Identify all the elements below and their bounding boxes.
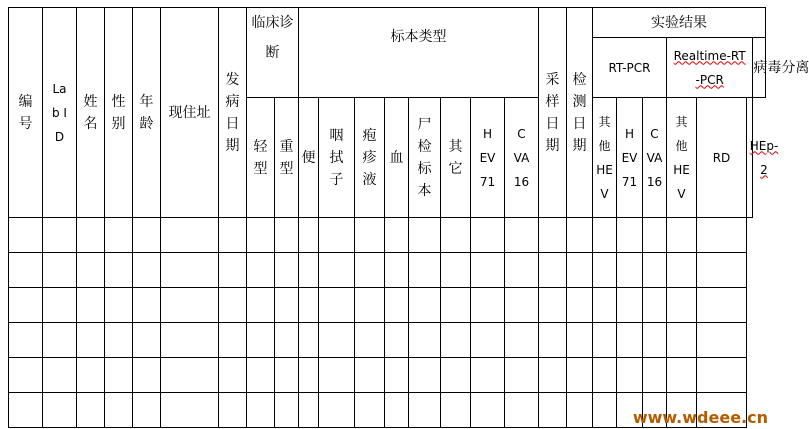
table-cell[interactable] bbox=[505, 323, 539, 358]
table-cell[interactable] bbox=[9, 288, 43, 323]
table-cell[interactable] bbox=[105, 288, 133, 323]
table-cell[interactable] bbox=[385, 288, 409, 323]
table-cell[interactable] bbox=[385, 218, 409, 253]
table-cell[interactable] bbox=[643, 323, 667, 358]
table-cell[interactable] bbox=[247, 218, 275, 253]
table-cell[interactable] bbox=[219, 288, 247, 323]
table-cell[interactable] bbox=[567, 253, 593, 288]
table-cell[interactable] bbox=[539, 253, 567, 288]
table-cell[interactable] bbox=[133, 323, 161, 358]
header-age-label: 年龄 bbox=[139, 93, 154, 132]
table-cell[interactable] bbox=[299, 288, 319, 323]
table-row bbox=[9, 358, 766, 393]
table-cell[interactable] bbox=[133, 218, 161, 253]
table-cell[interactable] bbox=[617, 323, 643, 358]
header-severe-label: 重型 bbox=[279, 138, 294, 177]
table-cell[interactable] bbox=[43, 323, 77, 358]
table-cell[interactable] bbox=[247, 253, 275, 288]
table-cell[interactable] bbox=[275, 288, 299, 323]
header-severe bbox=[275, 98, 299, 218]
table-cell[interactable] bbox=[77, 393, 105, 428]
header-cva16-label: CVA16 bbox=[513, 126, 530, 189]
table-cell[interactable] bbox=[539, 218, 567, 253]
table-cell[interactable] bbox=[355, 218, 385, 253]
table-cell[interactable] bbox=[505, 218, 539, 253]
header-stool: 便 bbox=[299, 98, 319, 218]
header-autopsy-specimen bbox=[409, 98, 441, 218]
table-cell[interactable] bbox=[505, 253, 539, 288]
header-cva16 bbox=[505, 98, 539, 218]
table-cell[interactable] bbox=[105, 323, 133, 358]
header-other-hev bbox=[593, 98, 617, 218]
table-cell[interactable] bbox=[539, 288, 567, 323]
table-cell[interactable] bbox=[319, 288, 355, 323]
table-cell[interactable] bbox=[43, 288, 77, 323]
table-cell[interactable] bbox=[617, 253, 643, 288]
table-cell[interactable] bbox=[441, 218, 471, 253]
table-cell[interactable] bbox=[593, 393, 617, 428]
table-cell[interactable] bbox=[471, 393, 505, 428]
table-cell[interactable] bbox=[697, 218, 747, 253]
table-cell[interactable] bbox=[247, 393, 275, 428]
table-cell[interactable] bbox=[593, 253, 617, 288]
header-hev71-label: HEV71 bbox=[479, 126, 496, 189]
table-cell[interactable] bbox=[441, 288, 471, 323]
table-cell[interactable] bbox=[161, 323, 219, 358]
table-cell[interactable] bbox=[275, 393, 299, 428]
table-cell[interactable] bbox=[77, 218, 105, 253]
header-test-date-label: 检测日期 bbox=[572, 71, 587, 154]
table-cell[interactable] bbox=[667, 218, 697, 253]
header-results: 实验结果 bbox=[593, 8, 766, 38]
table-cell[interactable] bbox=[409, 253, 441, 288]
header-specimen-type: 标本类型 bbox=[299, 8, 539, 98]
table-cell[interactable] bbox=[275, 358, 299, 393]
table-cell[interactable] bbox=[275, 253, 299, 288]
header-sampling-date-label: 采样日期 bbox=[545, 71, 560, 154]
header-blood: 血 bbox=[385, 98, 409, 218]
header-mild-label: 轻型 bbox=[253, 138, 268, 177]
table-cell[interactable] bbox=[161, 393, 219, 428]
table-cell[interactable] bbox=[567, 218, 593, 253]
table-cell[interactable] bbox=[77, 288, 105, 323]
table-cell[interactable] bbox=[539, 393, 567, 428]
table-row bbox=[9, 323, 766, 358]
header-hep2 bbox=[747, 98, 779, 218]
table-cell[interactable] bbox=[9, 218, 43, 253]
header-realtime-pcr bbox=[667, 38, 753, 98]
header-sampling-date bbox=[539, 8, 567, 218]
table-cell[interactable] bbox=[505, 393, 539, 428]
header-name bbox=[77, 8, 105, 218]
table-cell[interactable] bbox=[593, 323, 617, 358]
header-other-specimen bbox=[441, 98, 471, 218]
table-cell[interactable] bbox=[275, 323, 299, 358]
table-cell[interactable] bbox=[471, 358, 505, 393]
header-clinical-diagnosis-label: 临床诊断 bbox=[251, 15, 294, 61]
table-cell[interactable] bbox=[247, 288, 275, 323]
table-cell[interactable] bbox=[617, 218, 643, 253]
table-cell[interactable] bbox=[105, 218, 133, 253]
header-other-specimen-label: 其它 bbox=[448, 138, 463, 177]
table-cell[interactable] bbox=[667, 288, 697, 323]
table-cell[interactable] bbox=[299, 218, 319, 253]
table-cell[interactable] bbox=[43, 393, 77, 428]
table-cell[interactable] bbox=[161, 218, 219, 253]
table-cell[interactable] bbox=[505, 288, 539, 323]
header-mild bbox=[247, 98, 275, 218]
table-cell[interactable] bbox=[567, 393, 593, 428]
table-cell[interactable] bbox=[319, 358, 355, 393]
table-cell[interactable] bbox=[593, 288, 617, 323]
table-cell[interactable] bbox=[667, 323, 697, 358]
header-lab-id-label: Lab ID bbox=[52, 81, 67, 144]
table-cell[interactable] bbox=[133, 393, 161, 428]
table-cell[interactable] bbox=[319, 323, 355, 358]
table-cell[interactable] bbox=[441, 253, 471, 288]
header-other-hev-label: 其他HEV bbox=[596, 114, 613, 201]
case-report-table bbox=[8, 7, 809, 428]
table-row bbox=[9, 253, 766, 288]
table-cell[interactable] bbox=[247, 323, 275, 358]
header-onset-date bbox=[219, 8, 247, 218]
header-hev71 bbox=[471, 98, 505, 218]
table-cell[interactable] bbox=[567, 323, 593, 358]
table-cell[interactable] bbox=[355, 323, 385, 358]
table-cell[interactable] bbox=[471, 253, 505, 288]
table-cell[interactable] bbox=[697, 358, 747, 393]
table-cell[interactable] bbox=[299, 358, 319, 393]
table-cell[interactable] bbox=[355, 358, 385, 393]
table-cell[interactable] bbox=[319, 393, 355, 428]
table-cell[interactable] bbox=[385, 253, 409, 288]
table-cell[interactable] bbox=[77, 253, 105, 288]
table-cell[interactable] bbox=[617, 288, 643, 323]
table-cell[interactable] bbox=[593, 358, 617, 393]
table-cell[interactable] bbox=[161, 253, 219, 288]
table-cell[interactable] bbox=[643, 288, 667, 323]
table-cell[interactable] bbox=[441, 358, 471, 393]
header-throat-swab-label: 咽拭子 bbox=[329, 127, 344, 188]
header-other-hev-b bbox=[667, 98, 697, 218]
table-cell[interactable] bbox=[385, 358, 409, 393]
header-id-label: 编号 bbox=[18, 93, 33, 132]
table-cell[interactable] bbox=[161, 358, 219, 393]
table-cell[interactable] bbox=[219, 358, 247, 393]
table-cell[interactable] bbox=[43, 253, 77, 288]
header-onset-date-label: 发病日期 bbox=[225, 71, 240, 154]
table-cell[interactable] bbox=[385, 393, 409, 428]
table-cell[interactable] bbox=[697, 288, 747, 323]
header-throat-swab bbox=[319, 98, 355, 218]
header-rd: RD bbox=[697, 98, 747, 218]
table-cell[interactable] bbox=[617, 358, 643, 393]
table-cell[interactable] bbox=[105, 253, 133, 288]
header-virus-isolation bbox=[753, 38, 809, 98]
header-hev71-b bbox=[617, 98, 643, 218]
table-cell[interactable] bbox=[441, 323, 471, 358]
table-cell[interactable] bbox=[567, 288, 593, 323]
table-cell[interactable] bbox=[247, 358, 275, 393]
table-cell[interactable] bbox=[219, 253, 247, 288]
table-cell[interactable] bbox=[219, 323, 247, 358]
table-cell[interactable] bbox=[105, 358, 133, 393]
table-cell[interactable] bbox=[299, 253, 319, 288]
table-cell[interactable] bbox=[43, 358, 77, 393]
table-cell[interactable] bbox=[355, 393, 385, 428]
table-cell[interactable] bbox=[133, 288, 161, 323]
watermark: www.wdeee.cn bbox=[632, 408, 768, 427]
table-cell[interactable] bbox=[299, 323, 319, 358]
table-cell[interactable] bbox=[105, 393, 133, 428]
table-cell[interactable] bbox=[409, 358, 441, 393]
header-test-date bbox=[567, 8, 593, 218]
table-cell[interactable] bbox=[471, 288, 505, 323]
table-cell[interactable] bbox=[471, 323, 505, 358]
table-cell[interactable] bbox=[697, 253, 747, 288]
table-cell[interactable] bbox=[643, 218, 667, 253]
table-cell[interactable] bbox=[299, 393, 319, 428]
table-cell[interactable] bbox=[275, 218, 299, 253]
table-cell[interactable] bbox=[77, 323, 105, 358]
table-cell[interactable] bbox=[539, 323, 567, 358]
header-vesicle-fluid bbox=[355, 98, 385, 218]
table-cell[interactable] bbox=[441, 393, 471, 428]
table-cell[interactable] bbox=[355, 288, 385, 323]
table-cell[interactable] bbox=[355, 253, 385, 288]
header-sex-label: 性别 bbox=[111, 93, 126, 132]
table-cell[interactable] bbox=[471, 218, 505, 253]
header-hep2-label: HEp-2 bbox=[749, 138, 779, 177]
table-cell[interactable] bbox=[539, 358, 567, 393]
table-cell[interactable] bbox=[697, 323, 747, 358]
table-cell[interactable] bbox=[643, 358, 667, 393]
table-cell[interactable] bbox=[409, 323, 441, 358]
table-cell[interactable] bbox=[385, 323, 409, 358]
table-cell[interactable] bbox=[9, 253, 43, 288]
table-cell[interactable] bbox=[9, 358, 43, 393]
table-cell[interactable] bbox=[667, 358, 697, 393]
table-cell[interactable] bbox=[409, 218, 441, 253]
header-hev71-b-label: HEV71 bbox=[621, 126, 638, 189]
table-cell[interactable] bbox=[505, 358, 539, 393]
header-age bbox=[133, 8, 161, 218]
header-cva16-b-label: CVA16 bbox=[646, 126, 663, 189]
header-virus-isolation-label: 病毒分离 bbox=[753, 59, 809, 76]
table-cell[interactable] bbox=[643, 253, 667, 288]
header-cva16-b bbox=[643, 98, 667, 218]
header-id bbox=[9, 8, 43, 218]
header-lab-id bbox=[43, 8, 77, 218]
table-cell[interactable] bbox=[77, 358, 105, 393]
table-cell[interactable] bbox=[219, 393, 247, 428]
table-cell[interactable] bbox=[43, 218, 77, 253]
header-name-label: 姓名 bbox=[83, 93, 98, 132]
table-row bbox=[9, 218, 766, 253]
table-cell[interactable] bbox=[161, 288, 219, 323]
table-cell[interactable] bbox=[9, 323, 43, 358]
header-autopsy-specimen-label: 尸检标本 bbox=[417, 116, 432, 199]
header-sex bbox=[105, 8, 133, 218]
table-cell[interactable] bbox=[567, 358, 593, 393]
table-cell[interactable] bbox=[133, 358, 161, 393]
header-rt-pcr: RT-PCR bbox=[593, 38, 667, 98]
table-row bbox=[9, 288, 766, 323]
table-cell[interactable] bbox=[219, 218, 247, 253]
header-realtime-pcr-label: Realtime-RT-PCR bbox=[673, 48, 746, 87]
table-cell[interactable] bbox=[319, 218, 355, 253]
table-cell[interactable] bbox=[9, 393, 43, 428]
table-cell[interactable] bbox=[133, 253, 161, 288]
header-vesicle-fluid-label: 疱疹液 bbox=[362, 127, 377, 188]
header-other-hev-b-label: 其他HEV bbox=[673, 114, 690, 201]
header-address: 现住址 bbox=[161, 8, 219, 218]
table-cell[interactable] bbox=[409, 393, 441, 428]
table-cell[interactable] bbox=[667, 253, 697, 288]
table-cell[interactable] bbox=[409, 288, 441, 323]
table-cell[interactable] bbox=[319, 253, 355, 288]
table-cell[interactable] bbox=[593, 218, 617, 253]
header-clinical-diagnosis bbox=[247, 8, 299, 98]
